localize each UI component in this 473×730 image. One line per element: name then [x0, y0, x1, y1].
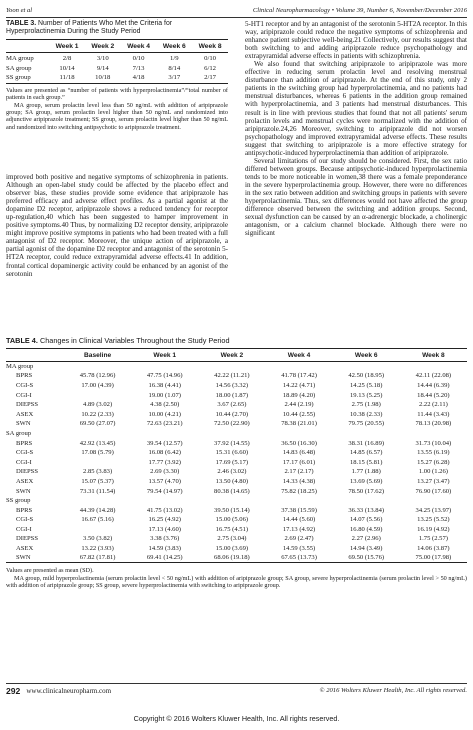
running-head-journal: Clinical Neuropharmacology • Volume 39, Number 6, November/December 2016 — [252, 6, 467, 14]
page-footer — [6, 683, 467, 697]
variable-label: SWN — [16, 554, 31, 562]
table-row — [6, 63, 228, 73]
table-3-grid — [6, 39, 228, 83]
copyright-line: Copyright © 2016 Wolters Kluwer Health, Inc. All rights reserved. — [133, 714, 340, 723]
variable-label: CGI-S — [16, 381, 34, 389]
variable-label: CGI-I — [16, 458, 32, 466]
table-cell: 13.50 (4.80) — [215, 477, 249, 485]
table-row — [6, 381, 467, 391]
table-4-grid — [6, 348, 467, 563]
table-cell: 2.22 (2.11) — [418, 401, 448, 409]
table-cell: 2.44 (2.19) — [284, 401, 314, 409]
table-cell: 78.38 (21.01) — [281, 420, 317, 428]
table-cell: 3/17 — [168, 74, 181, 82]
table-cell: 47.75 (14.96) — [146, 372, 183, 380]
table-cell: 79.54 (14.97) — [146, 487, 183, 495]
table-3-caption: TABLE 3. Number of Patients Who Met the Criteria for Hyperprolactinemia During the Study Period — [6, 20, 173, 36]
table-cell: 36.33 (13.84) — [348, 506, 385, 514]
table-cell: 2.85 (3.83) — [83, 468, 113, 476]
table-cell: 16.38 (4.41) — [148, 381, 181, 389]
table-cell: 17.08 (5.79) — [81, 449, 114, 457]
table-4-header: Week 1 — [131, 349, 198, 362]
table-cell: 1/9 — [170, 54, 179, 62]
variable-label: BPRS — [16, 506, 33, 514]
variable-label: DIEPSS — [16, 401, 38, 409]
table-cell: 36.50 (16.30) — [281, 439, 317, 447]
table-row — [6, 73, 228, 83]
table-cell: 7/13 — [132, 64, 145, 72]
table-cell — [64, 457, 131, 467]
table-cell: 14.85 (6.57) — [349, 449, 383, 457]
table-cell: 13.27 (3.47) — [417, 477, 450, 485]
table-cell: 14.44 (6.39) — [417, 381, 450, 389]
table-row — [6, 400, 467, 410]
table-cell: 41.75 (13.02) — [146, 506, 183, 514]
table-cell: 16.19 (4.92) — [417, 525, 450, 533]
variable-label: CGI-S — [16, 449, 34, 457]
table-cell: 75.00 (17.98) — [415, 554, 452, 562]
table-3-header: Week 8 — [192, 40, 228, 53]
table-3-note: Values are presented as “number of patients with hyperprolactinemia”/“total number of patients in each group.” — [6, 86, 228, 102]
table-cell: 1.75 (2.57) — [418, 535, 448, 543]
table-cell: 73.31 (11.54) — [79, 487, 116, 495]
journal-url[interactable]: www.clinicalneuropharm.com — [26, 686, 112, 695]
table-row — [6, 448, 467, 458]
left-column-body — [6, 173, 228, 278]
table-cell: 67.65 (13.73) — [281, 554, 317, 562]
table-cell: 16.75 (4.51) — [215, 525, 249, 533]
table-row — [6, 534, 467, 544]
group-row — [6, 362, 467, 372]
table-cell: 15.00 (5.06) — [215, 516, 249, 524]
left-paragraph: improved both positive and negative symptoms of schizophrenia in patients. Although an open-label study could be affected by the placebo effect and observer bias, these studies provide some evidence that aripiprazole has preferred efficacy and adverse effect profiles. As a partial agonist at the dopamine D2 receptor, aripiprazole shows a reduced tendency for receptor up-regulation,40 which has been suggested to hamper improvement in positive symptoms.40 Thus, by normalizing D2 receptor density, aripiprazole might improve positive symptoms in patients who had been treated with a full antagonist of D2 receptor. Moreover, the unique action of aripiprazole, a partial agonist of the dopamine D2 receptor and antagonist of the serotonin 5-HT2A receptor, could reduce extrapyramidal adverse effects.41 In addition, frontal cortical dopaminergic activity could be enhanced by an agonist of the serotonin — [6, 173, 228, 278]
table-cell: 14.94 (3.49) — [349, 545, 383, 553]
table-cell: 9/14 — [96, 64, 109, 72]
table-row — [6, 438, 467, 448]
table-cell: 13.69 (5.69) — [349, 477, 383, 485]
page-number: 292 — [6, 685, 21, 696]
table-cell: 18.00 (1.87) — [215, 391, 249, 399]
table-cell: 19.13 (5.25) — [349, 391, 383, 399]
table-cell: 17.13 (4.92) — [282, 525, 316, 533]
table-cell: 4/18 — [132, 74, 145, 82]
row-label: MA group — [6, 54, 34, 62]
variable-label: ASEX — [16, 545, 34, 553]
table-cell: 2.69 (2.47) — [284, 535, 314, 543]
group-row — [6, 496, 467, 506]
table-3-header: Week 1 — [49, 40, 85, 53]
table-4 — [6, 336, 467, 590]
table-3-header — [6, 40, 49, 53]
variable-label: BPRS — [16, 372, 33, 380]
right-paragraph-2: We also found that switching aripiprazole to aripiprazole was more effective in reducing serum prolactin level and resolving menstrual disturbance than addition of aripiprazole. At the end of this study, only 2 patients in the switching group had hyperprolactinemia, and no patients had menstrual disturbances, whereas 6 patients in the addition group remained with hyperprolactinemia, and 3 patients had menstrual disturbances. This result is in line with previous studies that found that not all patients' serum prolactin levels and menstrual cycles were normalized with the addition of aripiprazole.24,26 Moreover, switching to aripiprazole did not worsen psychopathology and improved extrapyramidal adverse effects. These results suggest that switching to aripiprazole is a more effective strategy for antipsychotic-induced hyperprolactinemia than addition of aripiprazole. — [245, 60, 467, 157]
table-cell: 16.25 (4.92) — [148, 516, 181, 524]
table-cell: 11.44 (3.43) — [417, 410, 450, 418]
table-cell: 13.57 (4.70) — [148, 477, 181, 485]
table-4-note: Values are presented as mean (SD). — [6, 567, 94, 575]
table-row — [6, 553, 467, 563]
table-cell: 16.80 (4.59) — [349, 525, 383, 533]
variable-label: CGI-I — [16, 525, 32, 533]
variable-label: SWN — [16, 420, 31, 428]
table-cell — [64, 525, 131, 535]
table-row — [6, 477, 467, 487]
table-cell: 15.07 (5.37) — [81, 477, 114, 485]
table-row — [6, 53, 228, 63]
table-cell: 17.77 (3.92) — [148, 458, 181, 466]
table-cell: 14.83 (6.48) — [282, 449, 316, 457]
table-cell: 45.78 (12.96) — [79, 372, 116, 380]
table-cell: 13.22 (3.93) — [81, 545, 114, 553]
table-cell: 16.08 (6.42) — [148, 449, 181, 457]
right-paragraph-3: Several limitations of our study should be considered. First, the sex ratio differed between groups. Because antipsychotic-induced hyperprolactinemia tends to be more noticeable in women,38 there was a female preponderance in the severe hyperprolactinemia group. However, there were no differences in the sex ratio between addition and switching groups in patients with severe hyperprolactinemia. Thus, sex differences would not have affected the group difference observed between the switching and addition groups. Second, sexual dysfunction can be caused by an α-adrenergic blockade, a cholinergic antagonism, or a calcium channel blockade. Although there were no significant — [245, 156, 467, 238]
group-label: MA group — [6, 363, 34, 371]
table-cell: 2/17 — [204, 74, 217, 82]
table-3-header: Week 2 — [85, 40, 121, 53]
table-cell: 14.06 (3.87) — [417, 545, 450, 553]
table-4-header: Week 8 — [400, 349, 467, 362]
table-cell: 2.46 (3.02) — [217, 468, 247, 476]
table-cell: 4.89 (3.02) — [83, 401, 113, 409]
table-4-abbrev-note: MA group, mild hyperprolactinemia (serum prolactin level < 50 ng/mL) with addition of aripiprazole group; SA group, severe hyperprolactinemia (serum prolactin level > 50 ng/mL) with addition of aripiprazole group; SS group, severe hyperprolactinemia with switching to aripiprazole group. — [6, 574, 467, 590]
row-label: SA group — [6, 64, 32, 72]
table-row — [6, 371, 467, 381]
table-row — [6, 419, 467, 429]
table-4-header: Baseline — [64, 349, 131, 362]
variable-label: CGI-S — [16, 516, 34, 524]
table-cell: 2.75 (3.04) — [217, 535, 247, 543]
table-cell: 18.44 (5.20) — [417, 391, 450, 399]
table-cell: 18.15 (5.81) — [349, 458, 383, 466]
table-cell: 10.00 (4.21) — [148, 410, 181, 418]
table-cell: 4.38 (2.50) — [150, 401, 180, 409]
variable-label: DIEPSS — [16, 535, 38, 543]
table-cell: 78.50 (17.62) — [348, 487, 385, 495]
table-cell: 6/12 — [204, 64, 217, 72]
table-cell: 10.44 (2.55) — [282, 410, 316, 418]
table-cell: 14.07 (5.56) — [349, 516, 383, 524]
table-cell: 14.33 (4.38) — [282, 477, 316, 485]
variable-label: CGI-I — [16, 391, 32, 399]
table-cell: 44.39 (14.28) — [79, 506, 116, 514]
row-label: SS group — [6, 74, 31, 82]
table-cell: 42.22 (11.21) — [214, 372, 250, 380]
running-head-author: Yoon et al — [6, 6, 33, 14]
table-cell: 14.56 (3.32) — [215, 381, 249, 389]
table-3 — [6, 20, 228, 131]
table-cell: 8/14 — [168, 64, 181, 72]
running-head-rule — [6, 17, 467, 18]
table-row — [6, 390, 467, 400]
table-cell: 1.77 (1.88) — [351, 468, 381, 476]
table-cell: 31.73 (10.04) — [415, 439, 452, 447]
table-cell: 13.25 (5.52) — [417, 516, 450, 524]
table-row — [6, 457, 467, 467]
table-cell: 10.22 (2.33) — [81, 410, 114, 418]
table-cell: 10/14 — [59, 64, 75, 72]
table-cell: 42.11 (22.08) — [415, 372, 452, 380]
table-cell: 18.89 (4.20) — [282, 391, 316, 399]
table-cell: 10.38 (2.33) — [349, 410, 383, 418]
table-row — [6, 505, 467, 515]
table-cell: 37.92 (14.55) — [214, 439, 250, 447]
table-cell: 15.27 (6.28) — [417, 458, 450, 466]
table-cell: 14.25 (5.18) — [349, 381, 383, 389]
table-row — [6, 409, 467, 419]
table-cell: 2.69 (3.30) — [150, 468, 180, 476]
table-cell: 42.50 (18.95) — [348, 372, 385, 380]
table-row — [6, 486, 467, 496]
table-3-header: Week 4 — [121, 40, 157, 53]
table-cell: 0/10 — [204, 54, 217, 62]
table-cell: 2.17 (2.17) — [284, 468, 314, 476]
table-3-abbrev-note: MA group, serum prolactin level less than 50 ng/mL with addition of aripiprazole group; SA group, serum prolactin level higher than 50 ng/mL and randomized into adjunctive aripiprazole treatment; SS group, serum prolactin level higher than 50 ng/mL and randomized into switching antipsychotic to aripiprazole treatment. — [6, 101, 228, 131]
table-cell: 17.13 (4.60) — [148, 525, 181, 533]
group-row — [6, 429, 467, 439]
table-4-header — [6, 349, 64, 362]
table-cell: 39.54 (12.57) — [146, 439, 183, 447]
right-column-body — [245, 20, 467, 237]
variable-label: DIEPSS — [16, 468, 38, 476]
table-cell: 17.17 (6.01) — [282, 458, 316, 466]
table-cell: 38.31 (16.89) — [348, 439, 385, 447]
table-cell: 15.00 (3.69) — [215, 545, 249, 553]
table-cell: 72.63 (23.21) — [146, 420, 183, 428]
table-cell: 3/10 — [96, 54, 109, 62]
table-cell — [64, 390, 131, 400]
table-cell: 68.06 (19.18) — [214, 554, 250, 562]
table-4-header: Week 2 — [198, 349, 265, 362]
table-cell: 34.25 (13.97) — [415, 506, 452, 514]
table-cell: 69.41 (14.25) — [146, 554, 183, 562]
variable-label: ASEX — [16, 410, 34, 418]
table-cell: 3.50 (3.82) — [83, 535, 113, 543]
table-cell: 39.50 (15.14) — [214, 506, 250, 514]
variable-label: BPRS — [16, 439, 33, 447]
variable-label: SWN — [16, 487, 31, 495]
table-cell: 42.92 (13.45) — [79, 439, 116, 447]
table-cell: 0/10 — [132, 54, 145, 62]
table-cell: 72.50 (22.90) — [214, 420, 250, 428]
table-row — [6, 525, 467, 535]
table-cell: 67.82 (17.81) — [79, 554, 116, 562]
table-cell: 69.50 (15.76) — [348, 554, 385, 562]
table-cell: 10/18 — [95, 74, 111, 82]
table-cell: 79.75 (20.55) — [348, 420, 385, 428]
table-cell: 14.22 (4.71) — [282, 381, 316, 389]
variable-label: ASEX — [16, 477, 34, 485]
table-cell: 41.78 (17.42) — [281, 372, 317, 380]
right-paragraph-1: 5-HT1 receptor and by an antagonist of the serotonin 5-HT2A receptor. In this way, aripiprazole could reduce the negative symptoms of schizophrenia and enhance patient subjective well-being.21 Collectively, our results suggest that both switching to and adding aripiprazole reduce psychopathology and extrapyramidal adverse effects in patients with schizophrenia. — [245, 20, 468, 61]
table-cell: 14.59 (3.83) — [148, 545, 181, 553]
table-3-header: Week 6 — [156, 40, 192, 53]
table-4-header: Week 6 — [333, 349, 400, 362]
table-cell: 3.67 (2.65) — [217, 401, 247, 409]
table-cell: 78.13 (20.98) — [415, 420, 452, 428]
table-row — [6, 467, 467, 477]
table-row — [6, 515, 467, 525]
table-cell: 80.38 (14.65) — [214, 487, 250, 495]
table-cell: 69.50 (27.07) — [79, 420, 116, 428]
table-4-header: Week 4 — [265, 349, 332, 362]
table-cell: 14.59 (3.55) — [282, 545, 316, 553]
group-label: SA group — [6, 429, 32, 437]
table-cell: 2.27 (2.96) — [351, 535, 381, 543]
table-cell: 17.00 (4.39) — [81, 381, 114, 389]
table-cell: 76.90 (17.60) — [415, 487, 452, 495]
table-cell: 10.44 (2.70) — [215, 410, 249, 418]
table-cell: 11/18 — [59, 74, 75, 82]
table-cell: 3.38 (3.76) — [150, 535, 180, 543]
table-cell: 13.55 (6.19) — [417, 449, 450, 457]
table-cell: 1.00 (1.26) — [418, 468, 448, 476]
table-cell: 14.44 (5.60) — [282, 516, 316, 524]
table-cell: 15.31 (6.60) — [215, 449, 249, 457]
table-row — [6, 544, 467, 554]
footer-copyright: © 2016 Wolters Kluwer Health, Inc. All rights reserved. — [319, 687, 467, 694]
table-cell: 37.38 (15.59) — [281, 506, 317, 514]
group-label: SS group — [6, 497, 31, 505]
table-cell: 19.00 (1.07) — [148, 391, 181, 399]
table-cell: 75.82 (18.25) — [281, 487, 317, 495]
table-cell: 2.75 (1.98) — [351, 401, 381, 409]
table-cell: 2/8 — [62, 54, 72, 62]
table-4-caption: TABLE 4. Changes in Clinical Variables Throughout the Study Period — [6, 336, 230, 345]
running-head — [6, 4, 467, 16]
table-cell: 16.67 (5.16) — [81, 516, 114, 524]
table-cell: 17.69 (5.17) — [215, 458, 249, 466]
